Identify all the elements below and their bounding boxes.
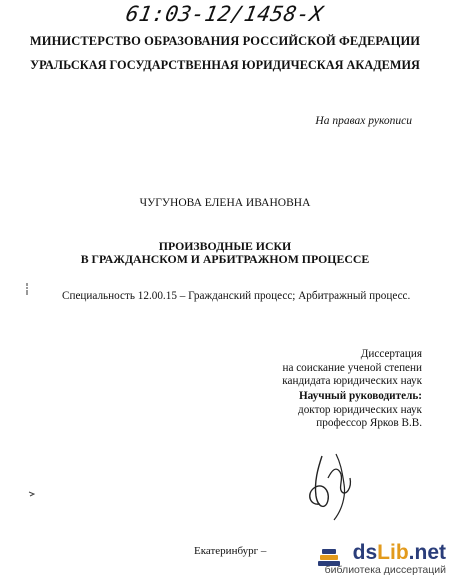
- supervisor-line-2: профессор Ярков В.В.: [316, 417, 422, 429]
- watermark-lib: Lib: [377, 541, 409, 564]
- thesis-title: [0, 240, 450, 266]
- dslib-watermark[interactable]: [325, 542, 446, 576]
- thesis-title-line-2: В ГРАЖДАНСКОМ И АРБИТРАЖНОМ ПРОЦЕССЕ: [80, 252, 370, 266]
- archive-code-text: 61:03-12/1458-X: [124, 2, 326, 26]
- scan-mark: [24, 282, 30, 296]
- city-year: Екатеринбург –: [194, 545, 267, 557]
- supervisor-heading: Научный руководитель:: [298, 390, 422, 402]
- specialty-line: Специальность 12.00.15 – Гражданский процесс; Арбитражный процесс.: [62, 290, 411, 302]
- author-name: ЧУГУНОВА ЕЛЕНА ИВАНОВНА: [139, 197, 311, 209]
- supervisor-line-1: доктор юридических наук: [298, 403, 422, 416]
- dissertation-line-1: Диссертация: [360, 348, 422, 360]
- watermark-ds: ds: [352, 541, 378, 564]
- watermark-subtitle: библиотека диссертаций: [324, 564, 446, 576]
- rights-note: На правах рукописи: [315, 115, 412, 127]
- scan-speck: [28, 485, 36, 493]
- supervisor-block: [298, 390, 422, 431]
- signature: [292, 448, 362, 526]
- dissertation-line-2: на соискание ученой степени: [282, 361, 422, 374]
- watermark-net: .net: [408, 541, 446, 564]
- thesis-title-line-1: ПРОИЗВОДНЫЕ ИСКИ: [158, 239, 292, 253]
- dissertation-block: [282, 348, 422, 389]
- watermark-brand: [325, 542, 446, 564]
- archive-code: [0, 2, 450, 26]
- dissertation-line-3: кандидата юридических наук: [282, 375, 422, 387]
- academy-heading: УРАЛЬСКАЯ ГОСУДАРСТВЕННАЯ ЮРИДИЧЕСКАЯ АКАДЕМИЯ: [30, 58, 420, 72]
- ministry-heading: МИНИСТЕРСТВО ОБРАЗОВАНИЯ РОССИЙСКОЙ ФЕДЕРАЦИИ: [29, 34, 421, 48]
